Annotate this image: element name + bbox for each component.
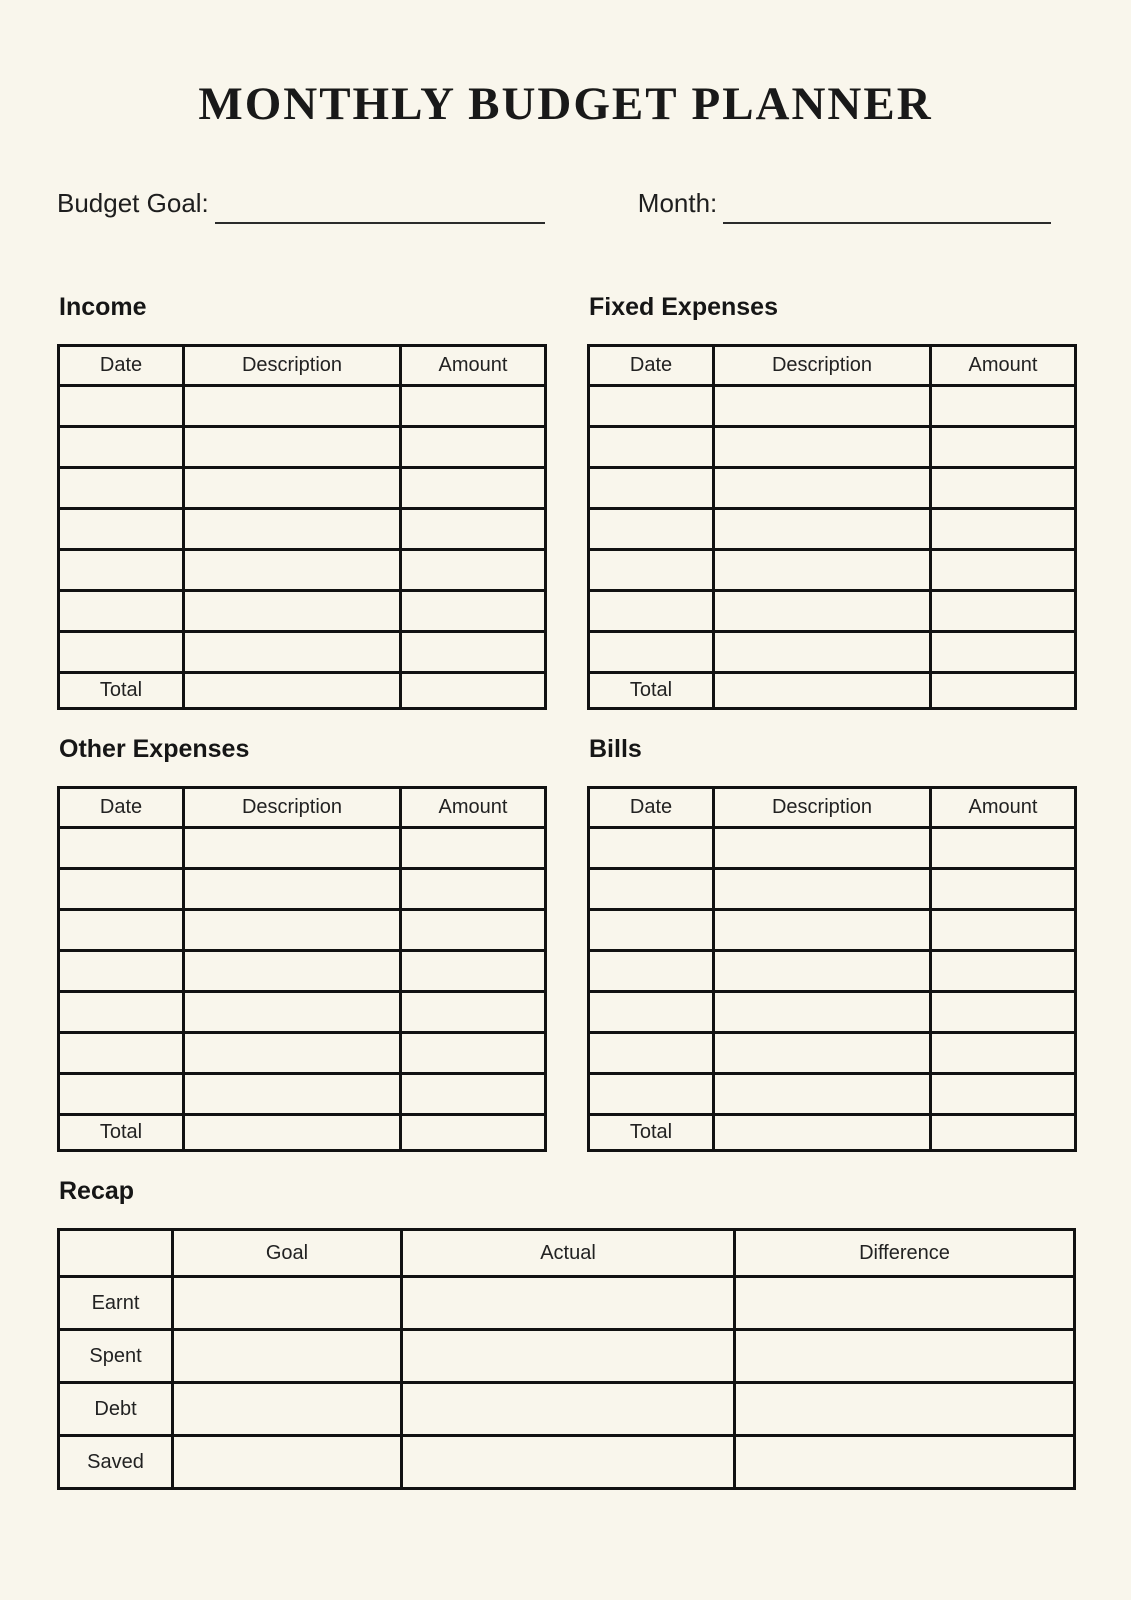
column-header-amount: Amount xyxy=(401,788,546,828)
budget-goal-field xyxy=(57,180,545,224)
table-row xyxy=(589,828,1076,869)
column-header-amount: Amount xyxy=(401,346,546,386)
column-header-amount: Amount xyxy=(931,788,1076,828)
table-row xyxy=(589,869,1076,910)
empty-amount-cell[interactable] xyxy=(401,992,546,1033)
empty-amount-cell[interactable] xyxy=(401,869,546,910)
empty-description-cell[interactable] xyxy=(184,1074,401,1115)
table-row xyxy=(59,869,546,910)
column-header-description: Description xyxy=(184,346,401,386)
table-row xyxy=(589,910,1076,951)
section-fixed-expenses xyxy=(587,292,1072,710)
empty-amount-cell[interactable] xyxy=(931,509,1076,550)
empty-date-cell[interactable] xyxy=(59,910,184,951)
table-row xyxy=(59,386,546,427)
total-amount-cell[interactable] xyxy=(931,1115,1076,1151)
table-row xyxy=(59,1033,546,1074)
table-row xyxy=(59,509,546,550)
recap-column-header-actual: Actual xyxy=(402,1230,735,1277)
empty-date-cell[interactable] xyxy=(59,550,184,591)
empty-description-cell[interactable] xyxy=(714,468,931,509)
table-header-row xyxy=(59,788,546,828)
empty-amount-cell[interactable] xyxy=(401,591,546,632)
empty-description-cell[interactable] xyxy=(714,1033,931,1074)
empty-amount-cell[interactable] xyxy=(931,992,1076,1033)
empty-date-cell[interactable] xyxy=(589,910,714,951)
empty-amount-cell[interactable] xyxy=(931,550,1076,591)
section-recap xyxy=(57,1176,1073,1490)
empty-amount-cell[interactable] xyxy=(931,828,1076,869)
empty-amount-cell[interactable] xyxy=(931,632,1076,673)
table-row xyxy=(59,427,546,468)
empty-description-cell[interactable] xyxy=(184,509,401,550)
section-title-bills: Bills xyxy=(589,735,642,763)
empty-amount-cell[interactable] xyxy=(401,1074,546,1115)
tables-grid xyxy=(57,292,1072,1152)
budget-goal-label: Budget Goal: xyxy=(57,188,209,218)
total-row xyxy=(589,1115,1076,1151)
empty-amount-cell[interactable] xyxy=(401,951,546,992)
section-title-income: Income xyxy=(59,293,147,321)
empty-date-cell[interactable] xyxy=(589,1074,714,1115)
table-header-row xyxy=(589,788,1076,828)
empty-date-cell[interactable] xyxy=(59,386,184,427)
total-label: Total xyxy=(59,673,184,709)
empty-description-cell[interactable] xyxy=(714,910,931,951)
empty-date-cell[interactable] xyxy=(589,509,714,550)
column-header-date: Date xyxy=(589,346,714,386)
empty-amount-cell[interactable] xyxy=(931,468,1076,509)
empty-description-cell[interactable] xyxy=(184,550,401,591)
month-input[interactable] xyxy=(723,182,1051,224)
empty-date-cell[interactable] xyxy=(589,468,714,509)
empty-description-cell[interactable] xyxy=(714,386,931,427)
empty-date-cell[interactable] xyxy=(59,632,184,673)
empty-amount-cell[interactable] xyxy=(931,869,1076,910)
recap-goal-cell[interactable] xyxy=(173,1383,402,1436)
empty-date-cell[interactable] xyxy=(59,1074,184,1115)
total-amount-cell[interactable] xyxy=(401,673,546,709)
total-label: Total xyxy=(589,1115,714,1151)
table-row xyxy=(589,951,1076,992)
month-field xyxy=(638,180,1052,224)
empty-date-cell[interactable] xyxy=(589,427,714,468)
recap-goal-cell[interactable] xyxy=(173,1436,402,1489)
empty-date-cell[interactable] xyxy=(589,992,714,1033)
table-header-row xyxy=(59,346,546,386)
empty-date-cell[interactable] xyxy=(59,828,184,869)
total-label: Total xyxy=(589,673,714,709)
total-description-cell[interactable] xyxy=(714,1115,931,1151)
empty-amount-cell[interactable] xyxy=(931,1074,1076,1115)
empty-description-cell[interactable] xyxy=(184,910,401,951)
empty-description-cell[interactable] xyxy=(184,468,401,509)
empty-date-cell[interactable] xyxy=(59,509,184,550)
recap-row xyxy=(59,1277,1075,1330)
total-amount-cell[interactable] xyxy=(931,673,1076,709)
bills-table xyxy=(587,786,1077,1152)
empty-amount-cell[interactable] xyxy=(401,828,546,869)
empty-description-cell[interactable] xyxy=(184,869,401,910)
empty-amount-cell[interactable] xyxy=(401,550,546,591)
table-row xyxy=(59,951,546,992)
table-row xyxy=(589,632,1076,673)
table-row xyxy=(589,468,1076,509)
total-label: Total xyxy=(59,1115,184,1151)
table-row xyxy=(59,910,546,951)
column-header-date: Date xyxy=(59,346,184,386)
total-description-cell[interactable] xyxy=(184,673,401,709)
header-fields xyxy=(57,180,1052,224)
empty-amount-cell[interactable] xyxy=(401,632,546,673)
recap-actual-cell[interactable] xyxy=(402,1383,735,1436)
recap-row xyxy=(59,1330,1075,1383)
empty-amount-cell[interactable] xyxy=(401,509,546,550)
column-header-description: Description xyxy=(714,346,931,386)
section-title-fixed-expenses: Fixed Expenses xyxy=(589,293,778,321)
section-income xyxy=(57,292,544,710)
empty-date-cell[interactable] xyxy=(59,1033,184,1074)
total-row xyxy=(589,673,1076,709)
empty-amount-cell[interactable] xyxy=(401,427,546,468)
table-row xyxy=(589,591,1076,632)
empty-description-cell[interactable] xyxy=(714,509,931,550)
empty-date-cell[interactable] xyxy=(589,591,714,632)
empty-date-cell[interactable] xyxy=(589,1033,714,1074)
empty-amount-cell[interactable] xyxy=(931,1033,1076,1074)
table-row xyxy=(59,1074,546,1115)
month-label: Month: xyxy=(637,188,718,218)
table-row xyxy=(589,427,1076,468)
table-row xyxy=(589,1074,1076,1115)
empty-date-cell[interactable] xyxy=(59,869,184,910)
fixed-expenses-table xyxy=(587,344,1077,710)
total-description-cell[interactable] xyxy=(184,1115,401,1151)
table-header-row xyxy=(589,346,1076,386)
empty-description-cell[interactable] xyxy=(184,828,401,869)
empty-date-cell[interactable] xyxy=(589,951,714,992)
recap-difference-cell[interactable] xyxy=(735,1330,1075,1383)
total-row xyxy=(59,1115,546,1151)
recap-row-label-spent: Spent xyxy=(59,1330,173,1383)
empty-amount-cell[interactable] xyxy=(931,591,1076,632)
table-row xyxy=(589,550,1076,591)
recap-row xyxy=(59,1436,1075,1489)
column-header-description: Description xyxy=(714,788,931,828)
recap-row-label-saved: Saved xyxy=(59,1436,173,1489)
recap-goal-cell[interactable] xyxy=(173,1277,402,1330)
budget-goal-input[interactable] xyxy=(215,182,545,224)
table-row xyxy=(59,632,546,673)
empty-description-cell[interactable] xyxy=(714,427,931,468)
empty-amount-cell[interactable] xyxy=(931,427,1076,468)
empty-description-cell[interactable] xyxy=(184,992,401,1033)
recap-actual-cell[interactable] xyxy=(402,1330,735,1383)
recap-header-row xyxy=(59,1230,1075,1277)
table-row xyxy=(59,550,546,591)
empty-date-cell[interactable] xyxy=(59,992,184,1033)
recap-column-header-goal: Goal xyxy=(173,1230,402,1277)
column-header-description: Description xyxy=(184,788,401,828)
table-row xyxy=(589,509,1076,550)
column-header-amount: Amount xyxy=(931,346,1076,386)
recap-difference-cell[interactable] xyxy=(735,1277,1075,1330)
empty-description-cell[interactable] xyxy=(714,869,931,910)
recap-column-header xyxy=(59,1230,173,1277)
empty-description-cell[interactable] xyxy=(714,632,931,673)
total-description-cell[interactable] xyxy=(714,673,931,709)
empty-description-cell[interactable] xyxy=(184,632,401,673)
empty-amount-cell[interactable] xyxy=(931,910,1076,951)
recap-column-header-difference: Difference xyxy=(735,1230,1075,1277)
section-bills xyxy=(587,734,1072,1152)
empty-description-cell[interactable] xyxy=(184,591,401,632)
table-row xyxy=(589,386,1076,427)
empty-description-cell[interactable] xyxy=(184,951,401,992)
empty-date-cell[interactable] xyxy=(589,828,714,869)
empty-amount-cell[interactable] xyxy=(931,386,1076,427)
empty-description-cell[interactable] xyxy=(184,386,401,427)
section-title-other-expenses: Other Expenses xyxy=(59,735,250,763)
empty-description-cell[interactable] xyxy=(714,550,931,591)
table-row xyxy=(589,992,1076,1033)
total-row xyxy=(59,673,546,709)
empty-date-cell[interactable] xyxy=(589,386,714,427)
recap-difference-cell[interactable] xyxy=(735,1436,1075,1489)
empty-description-cell[interactable] xyxy=(714,1074,931,1115)
empty-amount-cell[interactable] xyxy=(401,468,546,509)
recap-row-label-earnt: Earnt xyxy=(59,1277,173,1330)
section-title-recap: Recap xyxy=(59,1177,135,1205)
empty-date-cell[interactable] xyxy=(589,550,714,591)
empty-description-cell[interactable] xyxy=(714,828,931,869)
empty-date-cell[interactable] xyxy=(589,632,714,673)
empty-description-cell[interactable] xyxy=(714,992,931,1033)
empty-description-cell[interactable] xyxy=(184,1033,401,1074)
empty-date-cell[interactable] xyxy=(59,591,184,632)
empty-description-cell[interactable] xyxy=(184,427,401,468)
empty-date-cell[interactable] xyxy=(59,427,184,468)
recap-actual-cell[interactable] xyxy=(402,1436,735,1489)
other-expenses-table xyxy=(57,786,547,1152)
income-table xyxy=(57,344,547,710)
empty-date-cell[interactable] xyxy=(59,951,184,992)
recap-row xyxy=(59,1383,1075,1436)
section-other-expenses xyxy=(57,734,544,1152)
recap-row-label-debt: Debt xyxy=(59,1383,173,1436)
table-row xyxy=(59,992,546,1033)
column-header-date: Date xyxy=(59,788,184,828)
page-title: MONTHLY BUDGET PLANNER xyxy=(198,78,933,130)
table-row xyxy=(59,591,546,632)
table-row xyxy=(59,468,546,509)
recap-table xyxy=(57,1228,1076,1490)
column-header-date: Date xyxy=(589,788,714,828)
recap-actual-cell[interactable] xyxy=(402,1277,735,1330)
table-row xyxy=(589,1033,1076,1074)
empty-date-cell[interactable] xyxy=(59,468,184,509)
empty-amount-cell[interactable] xyxy=(931,951,1076,992)
empty-amount-cell[interactable] xyxy=(401,910,546,951)
empty-description-cell[interactable] xyxy=(714,951,931,992)
empty-amount-cell[interactable] xyxy=(401,1033,546,1074)
total-amount-cell[interactable] xyxy=(401,1115,546,1151)
recap-goal-cell[interactable] xyxy=(173,1330,402,1383)
recap-difference-cell[interactable] xyxy=(735,1383,1075,1436)
empty-description-cell[interactable] xyxy=(714,591,931,632)
table-row xyxy=(59,828,546,869)
empty-date-cell[interactable] xyxy=(589,869,714,910)
empty-amount-cell[interactable] xyxy=(401,386,546,427)
